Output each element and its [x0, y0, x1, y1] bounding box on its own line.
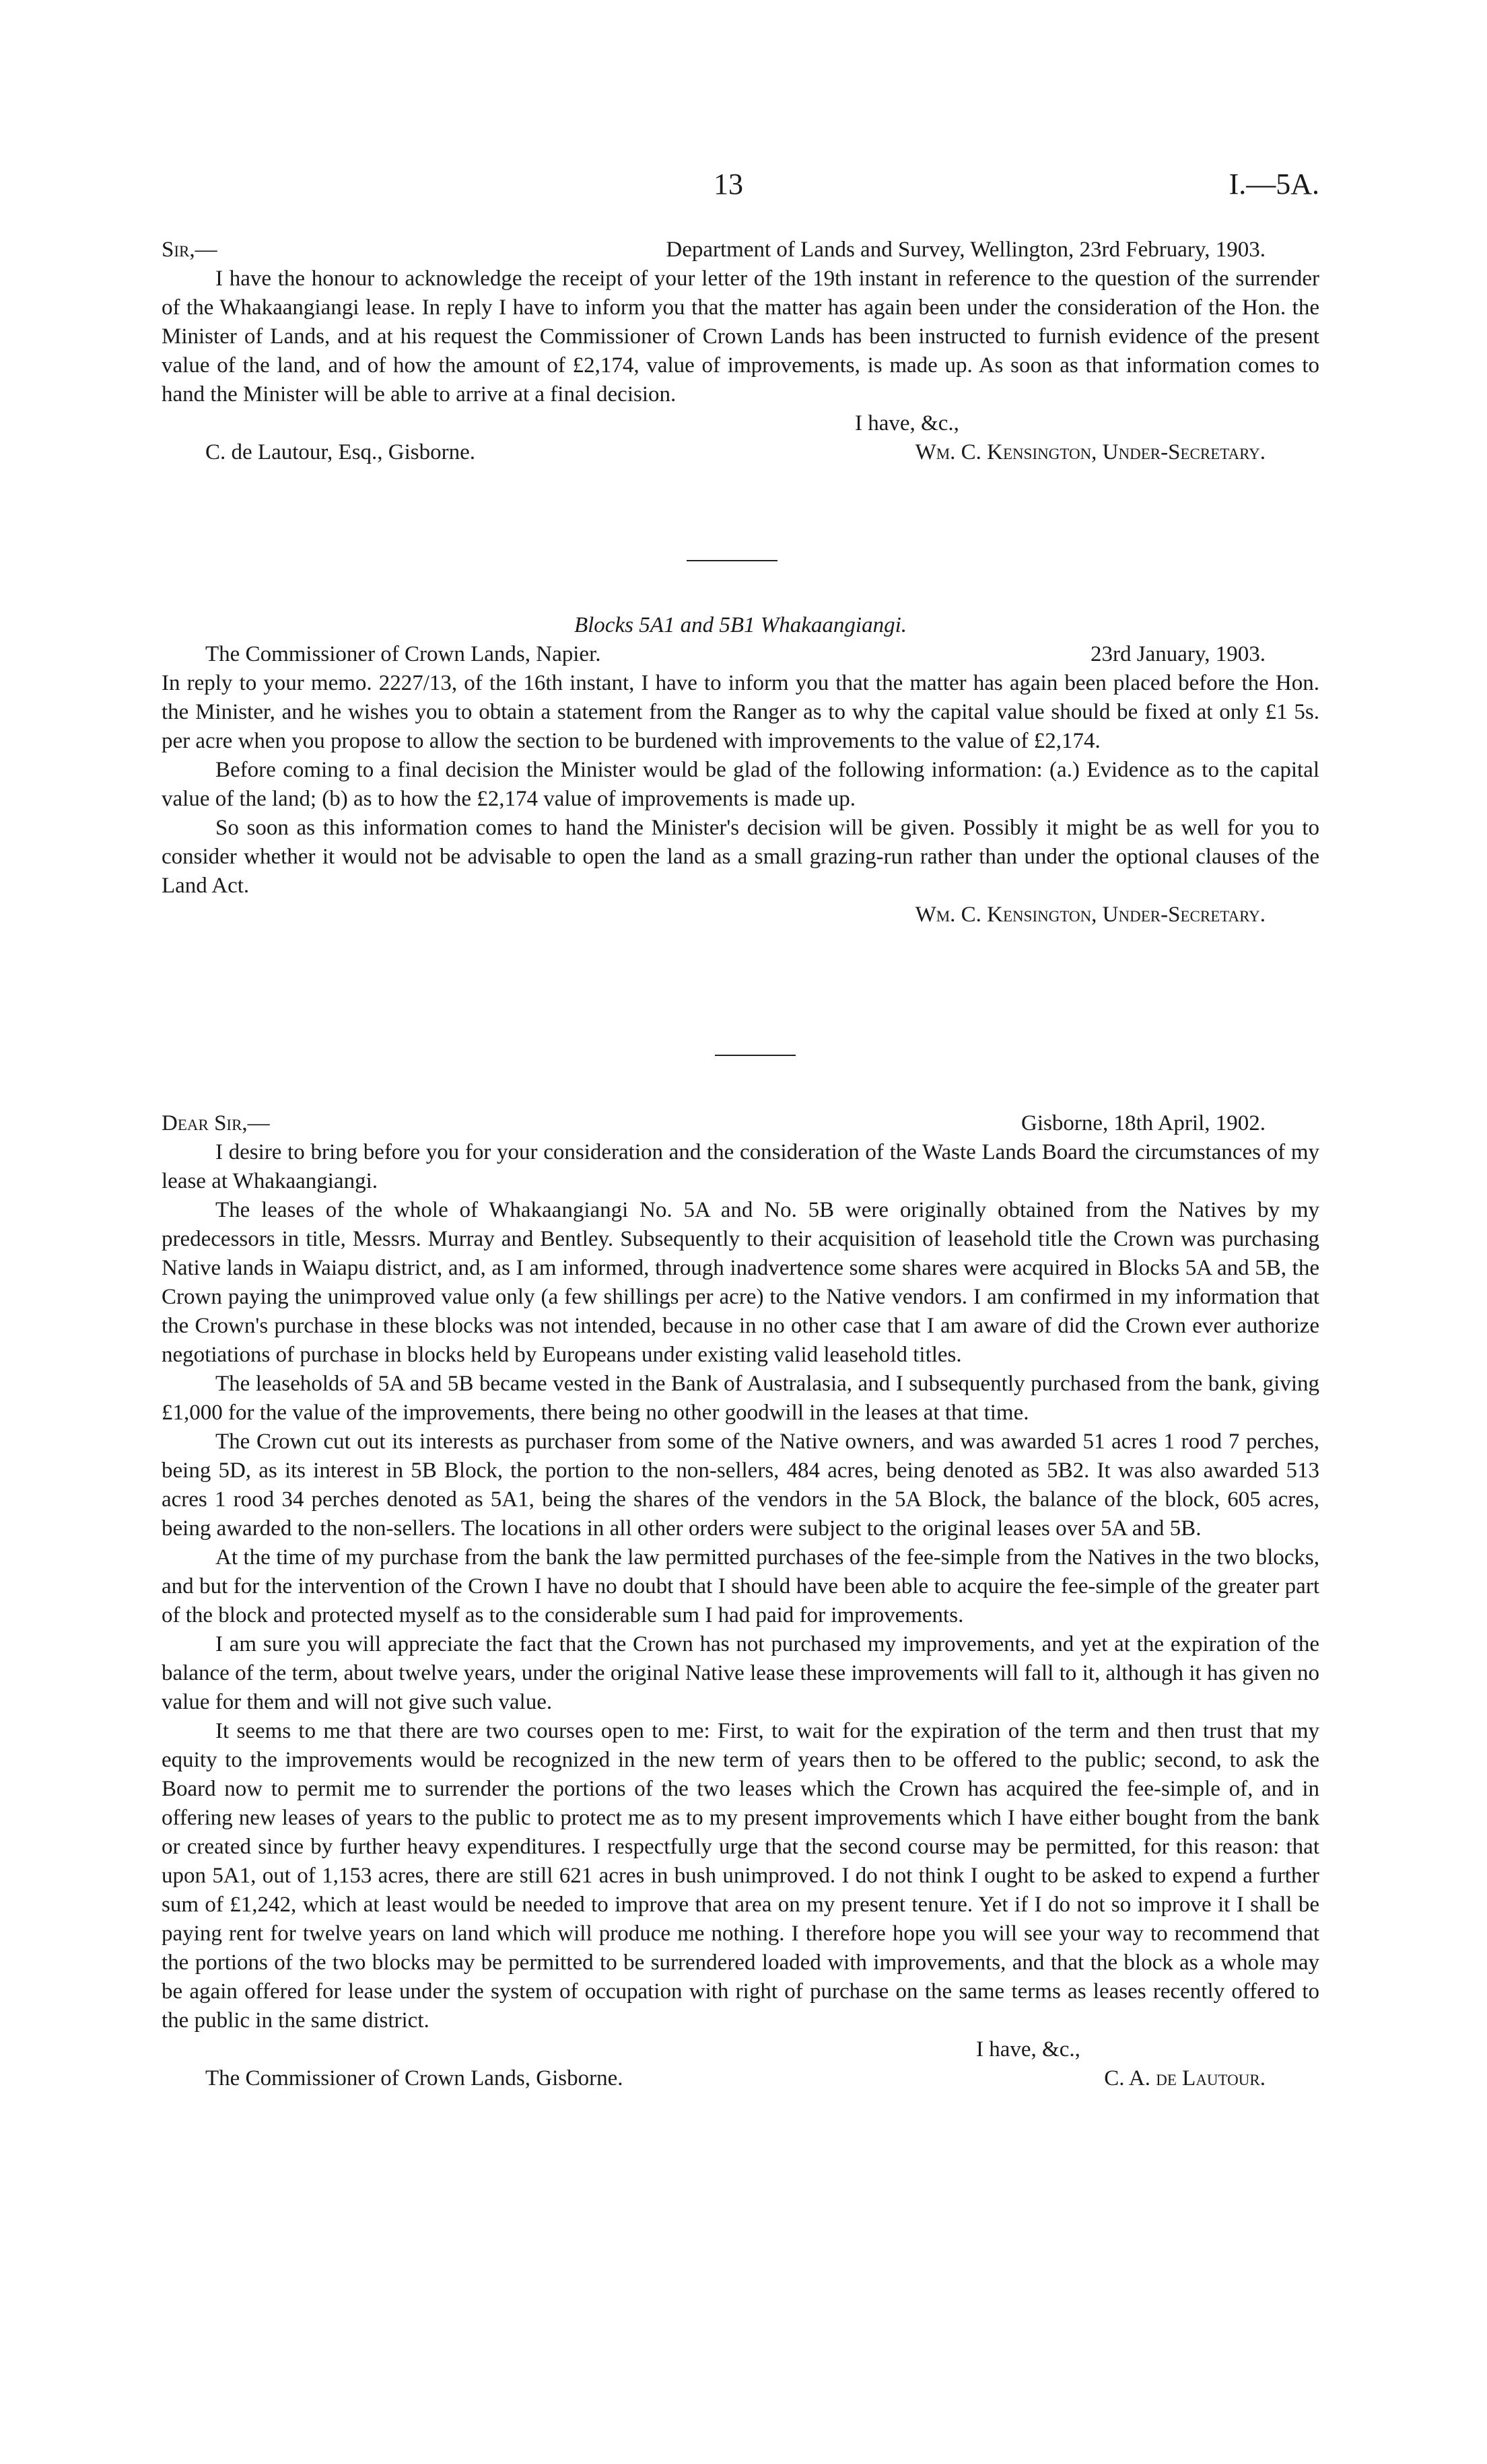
signature: C. A. de Lautour.: [1104, 2066, 1266, 2090]
salutation: Dear Sir,—: [162, 1111, 270, 1135]
page-number: 13: [714, 168, 743, 201]
letter-date: 23rd January, 1903.: [1091, 642, 1266, 666]
letter-title: Blocks 5A1 and 5B1 Whakaangiangi.: [574, 613, 907, 637]
addressee: C. de Lautour, Esq., Gisborne.: [205, 440, 476, 464]
paragraph: The Crown cut out its interests as purchaser from some of the Native owners, and was awarded 51 acres 1 rood 7 perches, being 5D, as its interest in 5B Block, the portion to the non-sellers, 484 acres, being denoted as 5B2. It was also awarded 513 acres 1 rood 34 perches denoted as 5A1, being the shares of the vendors in the 5A Block, the balance of the block, 605 acres, being awarded to the non-sellers. The locations in all other orders were subject to the original leases over 5A and 5B.: [162, 1430, 1319, 1541]
letter-body: I have the honour to acknowledge the receipt of your letter of the 19th instant in reference to the question of the surrender of the Whakaangiangi lease. In reply I have to inform you that the matter has again been under the consideration of the Hon. the Minister of Lands, and at his request the Commissioner of Crown Lands has been instructed to furnish evidence of the present value of the land, and of how the amount of £2,174, value of improvements, is made up. As soon as that information comes to hand the Minister will be able to arrive at a final decision.: [162, 267, 1319, 407]
paragraph: I desire to bring before you for your consideration and the consideration of the Waste Lands Board the circumstances of my lease at Whakaangiangi.: [162, 1140, 1319, 1193]
paragraph: At the time of my purchase from the bank the law permitted purchases of the fee-simple from the Natives in the two blocks, and but for the intervention of the Crown I have no doubt that I should have been able to acquire the fee-simple of the greater part of the block and protected myself as to the considerable sum I had paid for improvements.: [162, 1545, 1319, 1627]
paragraph: Before coming to a final decision the Minister would be glad of the following information: (a.) Evidence as to the capital value of the land; (b) as to how the £2,174 value of improvements is made up.: [162, 758, 1319, 811]
page-reference: I.—5A.: [1229, 168, 1319, 201]
paragraph: I am sure you will appreciate the fact that the Crown has not purchased my improvements, and yet at the expiration of the balance of the term, about twelve years, under the original Native lease these improvements will fall to it, although it has given no value for them and will not give such value.: [162, 1632, 1319, 1714]
closing: I have, &c.,: [855, 411, 959, 435]
letter-2: [162, 611, 1319, 929]
signature: Wm. C. Kensington, Under-Secretary.: [915, 903, 1266, 927]
addressee: The Commissioner of Crown Lands, Gisborne.: [205, 2066, 623, 2090]
signature: Wm. C. Kensington, Under-Secretary.: [915, 440, 1266, 464]
paragraph: The leaseholds of 5A and 5B became vested in the Bank of Australasia, and I subsequently purchased from the bank, giving £1,000 for the value of the improvements, there being no other goodwill in the leases at that time.: [162, 1372, 1319, 1425]
dateline: Department of Lands and Survey, Wellington, 23rd February, 1903.: [666, 238, 1266, 262]
paragraph: The leases of the whole of Whakaangiangi No. 5A and No. 5B were originally obtained from the Natives by my predecessors in title, Messrs. Murray and Bentley. Subsequently to their acquisition of leasehold title the Crown was purchasing Native lands in Waiapu district, and, as I am informed, through inadvertence some shares were acquired in Blocks 5A and 5B, the Crown paying the unimproved value only (a few shillings per acre) to the Native vendors. I am confirmed in my information that the Crown's purchase in these blocks was not intended, because in no other case that I am aware of did the Crown ever authorize negotiations of purchase in blocks held by Europeans under existing valid leasehold titles.: [162, 1198, 1319, 1367]
paragraph: It seems to me that there are two courses open to me: First, to wait for the expiration of the term and then trust that my equity to the improvements would be recognized in the new term of years then to be offered to the public; second, to ask the Board now to permit me to surrender the portions of the two leases which the Crown has acquired the fee-simple of, and in offering new leases of years to the public to protect me as to my present improvements which I have either bought from the bank or created since by further heavy expenditures. I respectfully urge that the second course may be permitted, for this reason: that upon 5A1, out of 1,153 acres, there are still 621 acres in bush unimproved. I do not think I ought to be asked to expend a further sum of £1,242, which at least would be needed to improve that area on my present tenure. Yet if I do not so improve it I shall be paying rent for twelve years on land which will produce me nothing. I therefore hope you will see your way to recommend that the portions of the two blocks may be permitted to be surrendered loaded with improvements, and that the block as a whole may be again offered for lease under the system of occupation with right of purchase on the same terms as leases recently offered to the public in the same district.: [162, 1719, 1319, 2033]
paragraph: So soon as this information comes to hand the Minister's decision will be given. Possibly it might be as well for you to consider whether it would not be advisable to open the land as a small grazing-run rather than under the optional clauses of the Land Act.: [162, 816, 1319, 898]
letter-1: [162, 236, 1319, 467]
dateline: Gisborne, 18th April, 1902.: [1021, 1111, 1266, 1135]
addressee: The Commissioner of Crown Lands, Napier.: [205, 642, 601, 666]
letter-3: [162, 1109, 1319, 2093]
salutation: Sir,—: [162, 238, 217, 262]
paragraph: In reply to your memo. 2227/13, of the 16th instant, I have to inform you that the matter has again been placed before the Hon. the Minister, and he wishes you to obtain a statement from the Ranger as to why the capital value should be fixed at only £1 5s. per acre when you propose to allow the section to be burdened with improvements to the value of £2,174.: [162, 671, 1319, 753]
section-divider: [715, 1055, 796, 1056]
section-divider: [687, 560, 777, 561]
closing: I have, &c.,: [976, 2037, 1080, 2062]
page-header: [162, 167, 1319, 207]
